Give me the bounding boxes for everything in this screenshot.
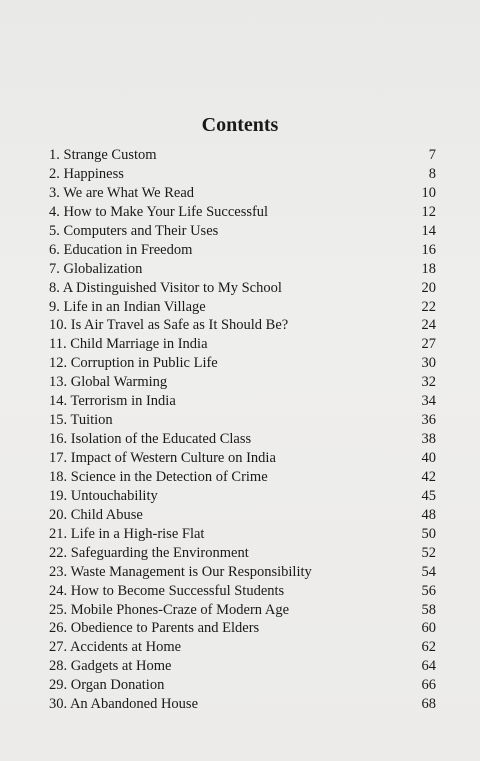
toc-entry: [0, 582, 480, 601]
toc-entry-title: 10. Is Air Travel as Safe as It Should Be?: [49, 317, 289, 334]
toc-entry-page-number: 68: [421, 696, 436, 713]
toc-entry: [0, 316, 480, 335]
toc-entry-page-number: 62: [421, 639, 436, 656]
toc-entry-title: 17. Impact of Western Culture on India: [49, 450, 276, 466]
toc-entry-page-number: 32: [421, 374, 436, 391]
toc-entry-title: 12. Corruption in Public Life: [49, 355, 218, 372]
toc-entry: [0, 525, 480, 544]
table-of-contents: [0, 146, 480, 714]
toc-entry: [0, 601, 480, 620]
toc-entry-title: 23. Waste Management is Our Responsibility: [49, 563, 312, 580]
toc-entry: [0, 146, 480, 165]
toc-entry-page-number: 7: [428, 147, 436, 163]
toc-entry-title: 16. Isolation of the Educated Class: [49, 431, 252, 448]
toc-entry-page-number: 18: [421, 260, 436, 277]
toc-entry-title: 25. Mobile Phones-Craze of Modern Age: [49, 601, 290, 618]
toc-entry-page-number: 30: [421, 355, 436, 372]
toc-entry-title: 30. An Abandoned House: [49, 696, 199, 713]
toc-entry-title: 26. Obedience to Parents and Elders: [49, 620, 260, 637]
toc-entry-title: 19. Untouchability: [49, 487, 158, 504]
toc-entry-title: 4. How to Make Your Life Successful: [49, 203, 269, 220]
toc-entry: [0, 506, 480, 525]
toc-entry-page-number: 36: [421, 412, 436, 429]
toc-entry-title: 24. How to Become Successful Students: [49, 582, 285, 599]
toc-entry-title: 15. Tuition: [49, 412, 113, 429]
toc-entry-page-number: 42: [421, 468, 436, 485]
toc-entry-page-number: 50: [421, 525, 436, 542]
toc-entry: [0, 298, 480, 317]
toc-entry-page-number: 56: [421, 582, 436, 599]
toc-entry-page-number: 12: [421, 203, 436, 220]
toc-entry: [0, 373, 480, 392]
toc-entry-title: 27. Accidents at Home: [49, 639, 182, 656]
toc-entry-page-number: 48: [421, 506, 436, 523]
toc-entry-title: 11. Child Marriage in India: [49, 336, 208, 353]
toc-entry: [0, 354, 480, 373]
toc-entry-page-number: 38: [421, 431, 436, 448]
toc-entry: [0, 695, 480, 714]
toc-entry: [0, 392, 480, 411]
toc-entry-title: 28. Gadgets at Home: [49, 658, 172, 675]
toc-entry: [0, 487, 480, 506]
toc-entry-page-number: 27: [421, 336, 436, 353]
toc-entry: [0, 335, 480, 354]
toc-entry: [0, 449, 480, 468]
toc-entry-page-number: 16: [421, 241, 436, 258]
toc-entry: [0, 222, 480, 241]
toc-entry: [0, 676, 480, 695]
toc-entry-page-number: 58: [421, 601, 436, 618]
toc-entry-title: 6. Education in Freedom: [49, 241, 193, 258]
toc-entry-page-number: 24: [421, 317, 436, 334]
toc-entry-page-number: 40: [421, 450, 436, 466]
toc-entry-title: 2. Happiness: [49, 165, 124, 182]
toc-entry: [0, 563, 480, 582]
toc-entry-page-number: 66: [421, 677, 436, 694]
toc-entry-page-number: 14: [421, 222, 436, 239]
toc-entry: [0, 619, 480, 638]
toc-entry-page-number: 22: [421, 298, 436, 315]
toc-entry-title: 21. Life in a High-rise Flat: [49, 525, 205, 542]
toc-entry-title: 20. Child Abuse: [49, 506, 143, 523]
toc-entry-title: 29. Organ Donation: [49, 677, 165, 694]
toc-entry-title: 8. A Distinguished Visitor to My School: [49, 279, 282, 296]
toc-entry: [0, 165, 480, 184]
toc-entry-title: 7. Globalization: [49, 260, 143, 277]
page-title: Contents: [201, 114, 279, 136]
toc-entry-title: 5. Computers and Their Uses: [49, 222, 219, 239]
toc-entry: [0, 544, 480, 563]
toc-entry-title: 9. Life in an Indian Village: [49, 298, 206, 315]
toc-entry: [0, 430, 480, 449]
toc-entry: [0, 468, 480, 487]
toc-entry-page-number: 8: [428, 165, 436, 182]
toc-entry: [0, 260, 480, 279]
toc-entry-title: 1. Strange Custom: [49, 147, 157, 163]
toc-entry-page-number: 54: [421, 563, 436, 580]
toc-entry: [0, 203, 480, 222]
toc-entry-title: 18. Science in the Detection of Crime: [49, 468, 268, 485]
toc-entry-page-number: 34: [421, 393, 436, 410]
toc-entry-page-number: 60: [421, 620, 436, 637]
toc-entry: [0, 184, 480, 203]
toc-entry: [0, 638, 480, 657]
toc-entry-page-number: 10: [421, 184, 436, 201]
toc-entry: [0, 241, 480, 260]
toc-entry: [0, 657, 480, 676]
toc-entry-page-number: 64: [421, 658, 436, 675]
toc-entry: [0, 279, 480, 298]
toc-entry-page-number: 20: [421, 279, 436, 296]
toc-entry-title: 22. Safeguarding the Environment: [49, 544, 249, 561]
toc-entry-title: 14. Terrorism in India: [49, 393, 176, 410]
toc-entry-title: 13. Global Warming: [49, 374, 168, 391]
toc-entry: [0, 411, 480, 430]
toc-entry-page-number: 52: [421, 544, 436, 561]
toc-entry-title: 3. We are What We Read: [49, 184, 195, 201]
toc-entry-page-number: 45: [421, 487, 436, 504]
